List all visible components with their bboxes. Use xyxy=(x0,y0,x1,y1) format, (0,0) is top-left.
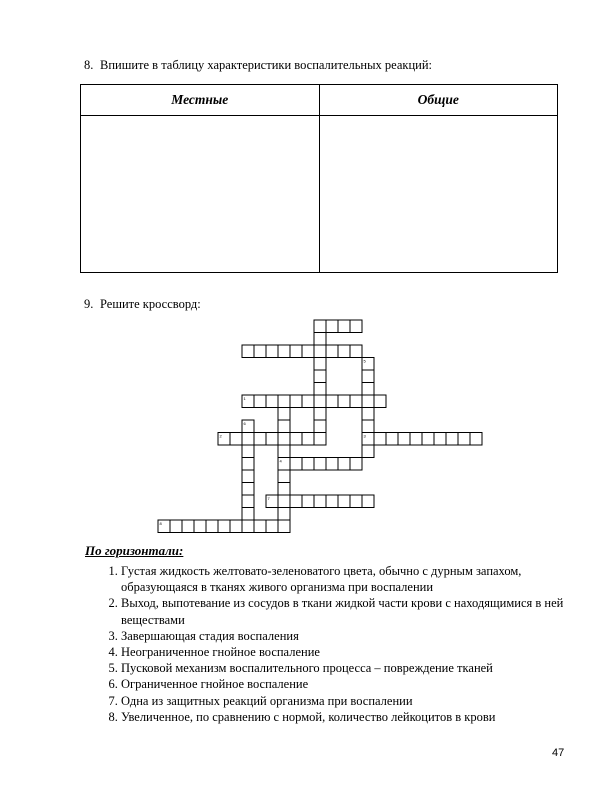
crossword-cell[interactable] xyxy=(362,445,374,458)
crossword-cell[interactable] xyxy=(242,520,254,533)
crossword-cell[interactable] xyxy=(434,433,446,446)
crossword-cell[interactable] xyxy=(326,495,338,508)
crossword-cell-number: 6 xyxy=(243,421,246,426)
crossword-cell[interactable] xyxy=(278,345,290,358)
crossword-cell-number: 2 xyxy=(219,433,222,439)
crossword-cell[interactable] xyxy=(302,458,314,471)
crossword-cell-number: 7 xyxy=(267,496,270,501)
clues-heading: По горизонтали: xyxy=(85,543,184,558)
crossword-cell[interactable] xyxy=(326,395,338,408)
crossword-cell[interactable] xyxy=(278,433,290,446)
crossword-cell[interactable] xyxy=(182,520,194,533)
crossword-cell[interactable] xyxy=(314,395,326,408)
crossword-cell[interactable] xyxy=(242,445,254,458)
crossword-cell[interactable] xyxy=(242,508,254,521)
clue-item: 4. Неограниченное гнойное воспаление xyxy=(121,644,597,660)
crossword-cell[interactable] xyxy=(302,345,314,358)
crossword-cell[interactable] xyxy=(338,495,350,508)
crossword-cell[interactable] xyxy=(194,520,206,533)
clue-item: 1. Густая жидкость желтовато-зеленоватого цвета, обычно с дурным запахом, образующаяся в тканях живого организма при воспалении xyxy=(121,563,597,595)
crossword-cell[interactable] xyxy=(362,395,374,408)
crossword-cell[interactable] xyxy=(266,520,278,533)
crossword-cell[interactable] xyxy=(350,345,362,358)
crossword-cell[interactable] xyxy=(458,433,470,446)
crossword-cell[interactable] xyxy=(374,395,386,408)
clues-list xyxy=(101,563,597,725)
crossword-cell[interactable] xyxy=(314,383,326,396)
crossword-cell[interactable] xyxy=(302,433,314,446)
crossword-cell[interactable] xyxy=(266,395,278,408)
crossword-cell[interactable] xyxy=(398,433,410,446)
crossword-cell[interactable] xyxy=(206,520,218,533)
question-8-text: Впишите в таблицу характеристики воспалительных реакций: xyxy=(100,58,433,72)
crossword-cell[interactable] xyxy=(314,408,326,421)
clue-item: 6. Ограниченное гнойное воспаление xyxy=(121,676,597,692)
crossword-cell[interactable] xyxy=(314,345,326,358)
crossword-cell[interactable] xyxy=(350,320,362,333)
crossword-cell[interactable] xyxy=(278,420,290,433)
clue-item: 7. Одна из защитных реакций организма при воспалении xyxy=(121,693,597,709)
crossword-cell-number: 5 xyxy=(363,358,366,364)
crossword-cell[interactable] xyxy=(314,495,326,508)
crossword-cell[interactable] xyxy=(254,433,266,446)
crossword-cell[interactable] xyxy=(290,495,302,508)
crossword-cell[interactable] xyxy=(170,520,182,533)
crossword-cell[interactable] xyxy=(278,483,290,496)
crossword-cell[interactable] xyxy=(314,420,326,433)
crossword-cell[interactable] xyxy=(278,520,290,533)
crossword-cell[interactable] xyxy=(302,395,314,408)
crossword-cell[interactable] xyxy=(254,395,266,408)
crossword-cell[interactable] xyxy=(350,495,362,508)
crossword-cell[interactable] xyxy=(386,433,398,446)
crossword-cell[interactable] xyxy=(278,395,290,408)
crossword-cell-number: 8 xyxy=(159,521,162,526)
crossword-cell[interactable] xyxy=(242,458,254,471)
crossword-cell[interactable] xyxy=(410,433,422,446)
crossword-cell[interactable] xyxy=(314,320,326,333)
crossword-cell[interactable] xyxy=(242,345,254,358)
crossword-cell[interactable] xyxy=(278,470,290,483)
crossword-cell[interactable] xyxy=(266,345,278,358)
crossword-cell[interactable] xyxy=(230,433,242,446)
question-8-number: 8. xyxy=(84,58,94,72)
crossword-cell[interactable] xyxy=(350,395,362,408)
crossword-cell[interactable] xyxy=(422,433,434,446)
crossword-cell[interactable] xyxy=(290,458,302,471)
crossword-cell[interactable] xyxy=(362,408,374,421)
table-header-local: Местные xyxy=(81,85,320,116)
crossword-cell[interactable] xyxy=(446,433,458,446)
crossword-cell[interactable] xyxy=(278,495,290,508)
crossword-cell[interactable] xyxy=(470,433,482,446)
crossword-cell[interactable] xyxy=(278,408,290,421)
crossword-cell[interactable] xyxy=(254,520,266,533)
question-9-number: 9. xyxy=(84,297,94,311)
crossword-cell[interactable] xyxy=(326,458,338,471)
crossword-cell[interactable] xyxy=(290,433,302,446)
crossword-cell[interactable] xyxy=(338,395,350,408)
crossword-cell[interactable] xyxy=(290,395,302,408)
crossword-cell-number: 4 xyxy=(279,458,282,464)
clue-item: 3. Завершающая стадия воспаления xyxy=(121,628,597,644)
crossword-cell[interactable] xyxy=(338,345,350,358)
crossword-cell[interactable] xyxy=(242,470,254,483)
crossword-cell[interactable] xyxy=(326,345,338,358)
crossword-cell[interactable] xyxy=(302,495,314,508)
crossword-cell[interactable] xyxy=(314,433,326,446)
crossword-cell[interactable] xyxy=(314,370,326,383)
crossword-cell[interactable] xyxy=(314,458,326,471)
crossword-cell[interactable] xyxy=(242,433,254,446)
crossword-cell-number: 3 xyxy=(363,433,366,439)
clue-item: 2. Выход, выпотевание из сосудов в ткани жидкой части крови с находящимися в ней веществами xyxy=(121,595,597,627)
crossword-cell[interactable] xyxy=(314,333,326,346)
crossword-cell[interactable] xyxy=(266,433,278,446)
crossword-cell[interactable] xyxy=(254,345,266,358)
crossword-cell[interactable] xyxy=(314,358,326,371)
crossword-cell[interactable] xyxy=(362,370,374,383)
crossword-cell[interactable] xyxy=(362,420,374,433)
crossword-cell[interactable] xyxy=(326,320,338,333)
crossword-cell[interactable] xyxy=(362,495,374,508)
crossword-cell-number: 1 xyxy=(243,396,246,401)
crossword-cell[interactable] xyxy=(278,445,290,458)
crossword-cell[interactable] xyxy=(218,520,230,533)
crossword-cell[interactable] xyxy=(362,383,374,396)
crossword-cell[interactable] xyxy=(338,320,350,333)
question-9-text: Решите кроссворд: xyxy=(100,297,201,311)
crossword-cell[interactable] xyxy=(230,520,242,533)
table-header-general: Общие xyxy=(319,85,558,116)
page-number: 47 xyxy=(552,747,565,759)
crossword-cell[interactable] xyxy=(278,508,290,521)
crossword-cell[interactable] xyxy=(290,345,302,358)
clue-item: 5. Пусковой механизм воспалительного процесса – повреждение тканей xyxy=(121,660,597,676)
crossword-cell[interactable] xyxy=(350,458,362,471)
crossword-cell[interactable] xyxy=(242,483,254,496)
clue-item: 8. Увеличенное, по сравнению с нормой, количество лейкоцитов в крови xyxy=(121,709,597,725)
crossword-cell[interactable] xyxy=(338,458,350,471)
crossword-cell[interactable] xyxy=(374,433,386,446)
crossword-cell[interactable] xyxy=(242,495,254,508)
